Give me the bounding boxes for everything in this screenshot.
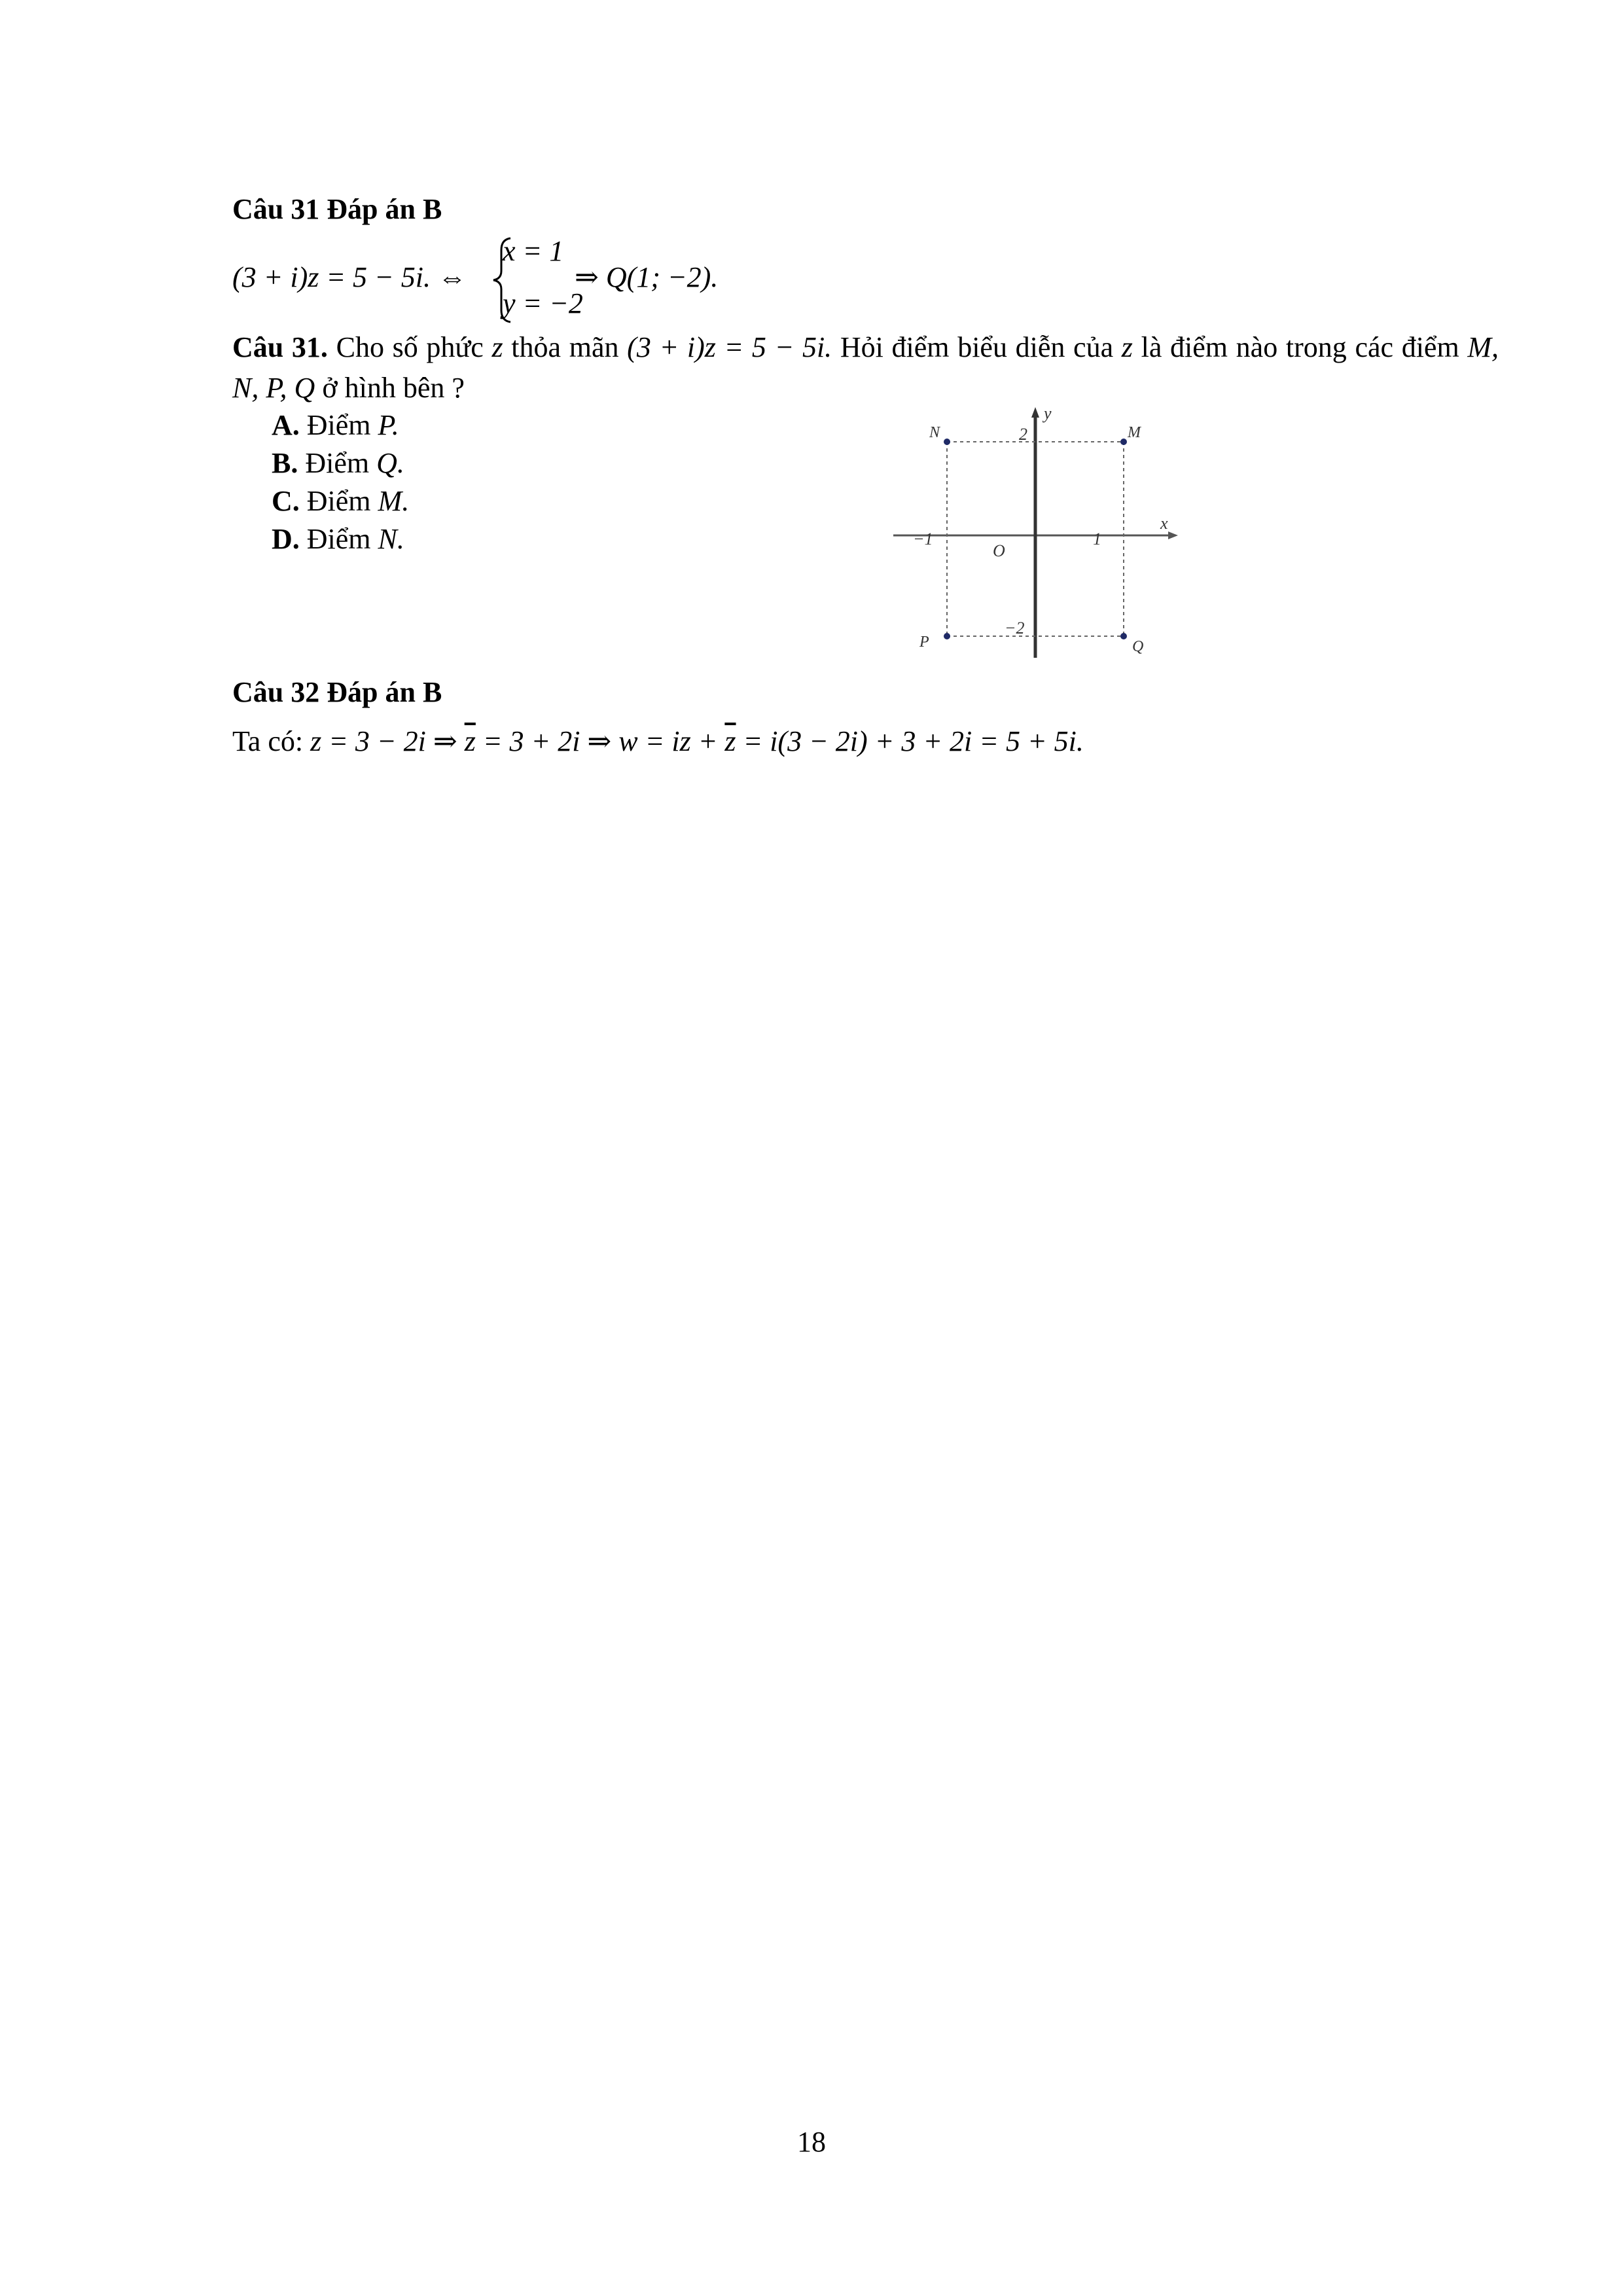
option-letter: B.: [272, 447, 298, 479]
option-text: Điểm: [299, 485, 378, 517]
y-axis-arrow: [1031, 407, 1039, 418]
tick-y-pos: 2: [1019, 425, 1027, 444]
question-label: Câu 31.: [232, 331, 328, 363]
question-text: Cho số phức: [327, 331, 492, 363]
question-31: [232, 327, 1499, 408]
option-point: Q.: [376, 447, 404, 479]
tick-x-neg: −1: [913, 529, 933, 548]
equation-part: z = 3 − 2i ⇒: [310, 725, 465, 757]
equation-part: = 3 + 2i ⇒ w = iz +: [475, 725, 725, 757]
system-row-y: y = −2: [503, 287, 583, 319]
option-point: N.: [378, 523, 404, 555]
question-text: là điểm nào trong các điểm: [1132, 331, 1468, 363]
question-points: M, N, P, Q: [232, 331, 1499, 404]
option-point: P.: [378, 409, 399, 441]
conjugate-z: $\overline{z}$: [464, 725, 476, 757]
answer-heading-31: Câu 31 Đáp án B: [232, 193, 442, 225]
equation-part: = i(3 − 2i) + 3 + 2i = 5 + 5i.: [736, 725, 1084, 757]
question-var: z: [1121, 331, 1133, 363]
label-m: M: [1128, 424, 1141, 441]
option-a: [272, 407, 399, 444]
option-point: M.: [378, 485, 410, 517]
axis-x-label: x: [1160, 514, 1168, 533]
answer-heading-32: Câu 32 Đáp án B: [232, 676, 442, 708]
option-text: Điểm: [298, 447, 377, 479]
label-p: P: [919, 634, 929, 651]
option-letter: A.: [272, 409, 300, 441]
conjugate-z: $\overline{z}$: [724, 725, 736, 757]
conclusion-point-q: ⇒ Q(1; −2).: [575, 261, 719, 293]
option-letter: C.: [272, 485, 300, 517]
option-text: Điểm: [299, 409, 378, 441]
system-row-x: x = 1: [503, 235, 564, 267]
equation-prefix: Ta có:: [232, 725, 311, 757]
tick-y-neg: −2: [1005, 619, 1025, 637]
label-q: Q: [1132, 638, 1144, 655]
tick-x-pos: 1: [1093, 529, 1101, 548]
option-c: [272, 483, 409, 520]
question-equation: (3 + i)z = 5 − 5i.: [627, 331, 832, 363]
question-text: Hỏi điểm biểu diễn của: [832, 331, 1122, 363]
option-letter: D.: [272, 523, 300, 555]
option-text: Điểm: [299, 523, 378, 555]
answer-equation-32: [232, 723, 1084, 760]
label-n: N: [929, 424, 940, 441]
x-axis-arrow: [1168, 531, 1178, 539]
answer-equation-31: [232, 259, 467, 296]
option-d: [272, 521, 404, 558]
point-q-dot: [1120, 633, 1127, 639]
equation-left: (3 + i)z = 5 − 5i. ⇔: [232, 261, 467, 293]
point-m-dot: [1120, 439, 1127, 445]
coordinate-figure: [880, 399, 1191, 661]
option-b: [272, 445, 404, 482]
origin-label: O: [993, 541, 1005, 560]
question-text: ở hình bên ?: [315, 372, 465, 404]
point-n-dot: [944, 439, 950, 445]
page-number: 18: [797, 2126, 826, 2158]
axis-y-label: y: [1044, 404, 1052, 423]
question-text: thỏa mãn: [503, 331, 628, 363]
question-var: z: [491, 331, 503, 363]
point-p-dot: [944, 633, 950, 639]
